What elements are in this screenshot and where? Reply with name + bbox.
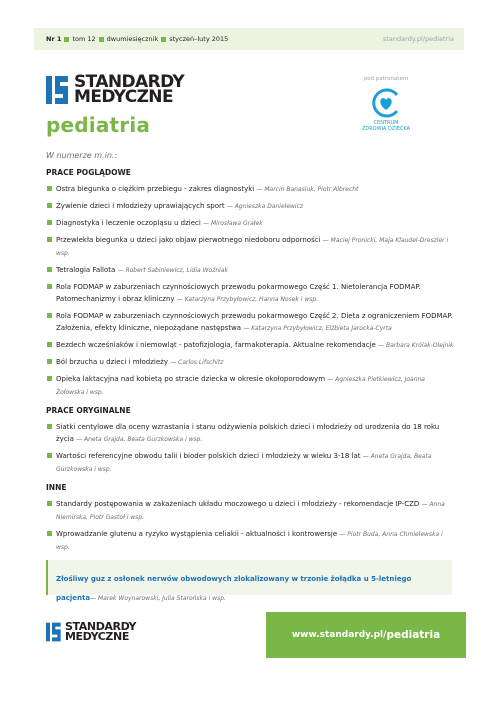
article-authors: — Katarzyna Przybyłowicz, Hanna Nosek i wsp. (176, 296, 319, 303)
list-item[interactable] (46, 217, 454, 230)
article-title: Żywienie dzieci i młodzieży uprawiających sport (56, 202, 225, 210)
list-item[interactable] (46, 264, 454, 277)
article-authors: — Mirosława Grałek (203, 220, 263, 227)
list-item[interactable] (46, 498, 454, 524)
footer-logo (46, 621, 136, 643)
bullet-square-icon (47, 267, 52, 272)
issue-frequency: dwumiesięcznik (106, 35, 159, 43)
czd-heart-logo-icon (371, 88, 401, 118)
article-authors: — Barbara Królak-Olejnik (378, 342, 454, 349)
issue-info (46, 35, 228, 43)
url-main: www.standardy.pl/ (291, 630, 387, 640)
list-item[interactable] (46, 339, 454, 352)
patron-org-line2: ZDROWIA DZIECKA (361, 126, 411, 132)
bullet-square-icon (64, 37, 69, 42)
site-url[interactable]: standardy.pl/pediatria (383, 35, 454, 43)
article-authors: — Anna Niemirska, Piotr Gastoł i wsp. (56, 501, 445, 521)
bullet-square-icon (47, 424, 52, 429)
bullet-square-icon (47, 342, 52, 347)
list-item[interactable] (46, 528, 454, 554)
article-authors: — Aneta Grajda, Beata Gurzkowska i wsp. (76, 436, 203, 443)
bullet-square-icon (47, 284, 52, 289)
bullet-square-icon (47, 531, 52, 536)
standardy-medyczne-logo (46, 74, 184, 106)
list-item[interactable] (46, 450, 454, 476)
article-title: Ból brzucha u dzieci i młodzieży (56, 358, 168, 366)
bullet-square-icon (47, 203, 52, 208)
bullet-square-icon (47, 220, 52, 225)
issue-volume: tom 12 (72, 35, 96, 43)
article-authors: — Agnieszka Danielewicz (226, 203, 304, 210)
url-suffix: pediatria (386, 629, 441, 641)
article-title: Opieka laktacyjna nad kobietą po stracie dziecka w okresie okołoporodowym (56, 375, 326, 383)
article-title: Wprowadzanie glutenu a ryzyko wystąpienia celiakii - aktualności i kontrowersje (56, 530, 338, 538)
bullet-square-icon (47, 186, 52, 191)
article-title: Diagnostyka i leczenie oczopląsu u dzieci (56, 219, 201, 227)
article-title: Standardy postępowania w zakażeniach układu moczowego u dzieci i młodzieży - rekomendacje IP-CZD (56, 500, 420, 508)
article-title: Wartości referencyjne obwodu talii i bioder polskich dzieci i młodzieży w wieku 3-18 lat (56, 452, 361, 460)
article-title: Ostra biegunka o ciężkim przebiegu - zakres diagnostyki (56, 185, 255, 193)
journal-title: pediatria (46, 113, 151, 137)
article-authors: — Aneta Grajda, Beata Gurzkowska i wsp. (56, 453, 432, 473)
list-item[interactable] (46, 373, 454, 399)
article-title: Rola FODMAP w zaburzeniach czynnościowych przewodu pokarmowego Część 1. Nietolerancja FODMAP. Patomechanizmy i obraz kliniczny (56, 283, 421, 303)
article-authors: — Maciej Pronicki, Maja Klaudel-Dreszler i wsp. (56, 237, 449, 257)
footer-logo-line1: STANDARDY (65, 620, 137, 633)
article-title: Przewlekła biegunka u dzieci jako objaw pierwotnego niedoboru odporności (56, 236, 321, 244)
article-authors: — Marcin Banasiuk, Piotr Albrecht (256, 186, 359, 193)
patronage (356, 76, 416, 132)
bullet-square-icon (47, 376, 52, 381)
article-authors: — Carlos Lifschitz (170, 359, 224, 366)
patron-org-line1: CENTRUM (373, 120, 399, 126)
article-title: Siatki centylowe dla oceny wzrastania i stanu odżywienia polskich dzieci i młodzieży od urodzenia do 18 roku życia (56, 423, 440, 443)
article-title: Tetralogia Fallota (56, 266, 116, 274)
list-item[interactable] (46, 310, 454, 335)
bullet-square-icon (47, 237, 52, 242)
list-item[interactable] (46, 356, 454, 369)
patronage-label: pod patronatem (363, 76, 409, 82)
list-item[interactable] (46, 281, 454, 306)
logo-line2: MEDYCZNE (74, 87, 173, 107)
bullet-square-icon (47, 453, 52, 458)
article-authors: — Piotr Buda, Anna Chmielewska i wsp. (56, 531, 443, 551)
footer-logo-line2: MEDYCZNE (65, 630, 129, 643)
logo-mark-icon (46, 74, 70, 106)
issue-bar (34, 28, 464, 50)
list-item[interactable] (46, 421, 454, 446)
table-of-contents (46, 168, 454, 558)
bullet-square-icon (161, 37, 166, 42)
intro-text: W numerze m.in.: (46, 151, 118, 160)
issue-date: styczeń–luty 2015 (169, 35, 229, 43)
section-title: INNE (46, 483, 67, 492)
list-item[interactable] (46, 234, 454, 260)
article-title: Rola FODMAP w zaburzeniach czynnościowych przewodu pokarmowego Część 2. Dieta z ograniczeniem FODMAP. Założenia, efekty kliniczne, niepożądane następstwa (56, 312, 453, 332)
list-item[interactable] (46, 183, 454, 196)
article-title: Bezdech wcześniaków i niemowląt - patofizjologia, farmakoterapia. Aktualne rekomendacje (56, 341, 376, 349)
featured-article-authors: — Marek Woynarowski, Julia Starońska i wsp. (90, 595, 226, 602)
article-authors: — Robert Sabiniewicz, Lidia Woźniak (117, 267, 228, 274)
website-link[interactable] (266, 612, 466, 658)
bullet-square-icon (99, 37, 104, 42)
featured-article[interactable] (46, 560, 452, 602)
logo-mark-icon (46, 621, 62, 643)
article-authors: — Agnieszka Pietkiewicz, Joanna Żołowska i wsp. (56, 376, 425, 396)
logo-line1: STANDARDY (74, 72, 185, 92)
bullet-square-icon (47, 313, 52, 318)
section-title: PRACE POGLĄDOWE (46, 168, 131, 177)
list-item[interactable] (46, 200, 454, 213)
issue-number: Nr 1 (46, 35, 62, 43)
featured-article-title: Złośliwy guz z osłonek nerwów obwodowych zlokalizowany w trzonie żołądka u 5-letniego pacjenta (56, 575, 412, 602)
section-title: PRACE ORYGINALNE (46, 406, 131, 415)
article-authors: — Katarzyna Przybyłowicz, Elżbieta Jarocka-Cyrta (243, 325, 392, 332)
bullet-square-icon (47, 501, 52, 506)
bullet-square-icon (47, 359, 52, 364)
